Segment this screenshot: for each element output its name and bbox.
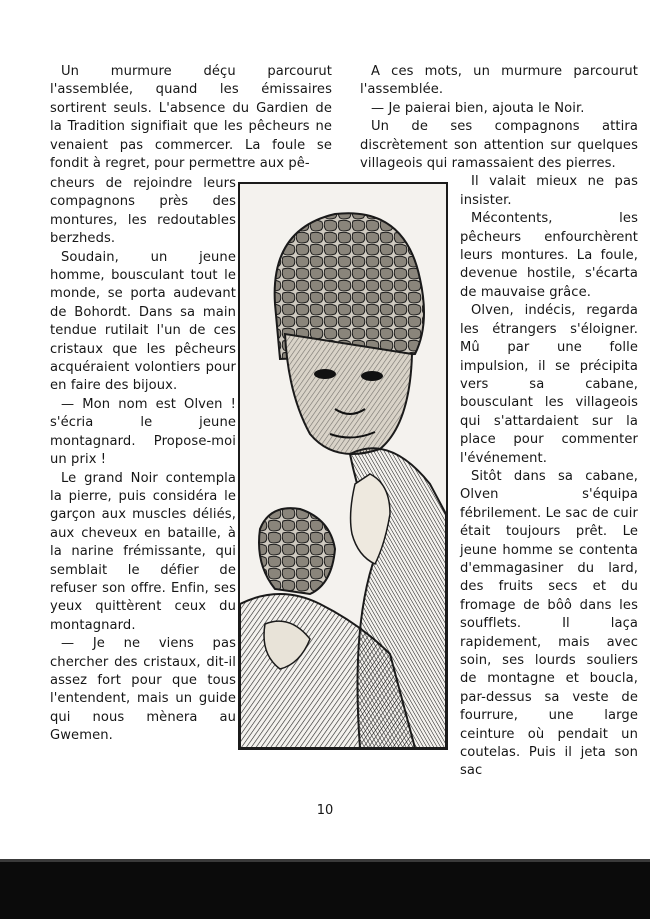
paragraph-sitot: Sitôt dans sa cabane, Olven s'équipa fébrilement. Le sac de cuir était toujours prêt. Le jeune homme se contenta d'emmagasiner du lard, des fruits secs et du fromage de bôô dans les soufflets. Il laça rapidement, mais avec soin, ses lourds souliers de montagne et boucla, par-dessus sa veste de fourrure, une large ceinture où pendait un coutelas. Puis il jeta son sac <box>460 468 638 779</box>
right-text-column <box>360 63 638 779</box>
paragraph-compagnons: Un de ses compagnons attira discrètement son attention sur quelques villageois qui ramassaient des pierres. <box>360 119 638 172</box>
paragraph-murmure: A ces mots, un murmure parcourut l'assemblée. <box>360 64 638 98</box>
scan-edge-line <box>0 859 650 862</box>
illustration-drawing <box>240 184 446 748</box>
page-number: 10 <box>316 803 334 818</box>
paragraph-insister: Il valait mieux ne pas insister. <box>460 174 638 208</box>
pen-ink-illustration <box>238 182 448 750</box>
paragraph-paierai: — Je paierai bien, ajouta le Noir. <box>371 100 585 116</box>
paragraph-soudain: Soudain, un jeune homme, bousculant tout le monde, se porta audevant de Bohordt. Dans sa main tendue rutilait l'un de ces cristaux que les pêcheurs acquéraient volontiers pour en faire des bijoux. <box>50 249 236 394</box>
right-narrow-block <box>460 173 638 780</box>
paragraph-mecontents: Mécontents, les pêcheurs enfourchèrent leurs montures. La foule, devenue hostile, s'écarta de mauvaise grâce. <box>460 211 638 300</box>
right-eye <box>361 371 383 381</box>
paragraph-olven-name: — Mon nom est Olven ! s'écria le jeune montagnard. Propose-moi un prix ! <box>50 396 236 468</box>
paragraph-olven-indecis: Olven, indécis, regarda les étrangers s'éloigner. Mû par une folle impulsion, il se précipita vers sa cabane, bousculant les villageois qui s'attardaient sur la place pour commenter l'événement. <box>460 303 638 466</box>
left-eye <box>314 369 336 379</box>
paragraph-guide: — Je ne viens pas chercher des cristaux, dit-il assez fort pour que tous l'entendent, mais un guide qui nous mènera au Gwemen. <box>50 636 236 744</box>
scan-edge-band <box>0 859 650 919</box>
paragraph-grand-noir: Le grand Noir contempla la pierre, puis considéra le garçon aux muscles déliés, aux cheveux en bataille, à la narine frémissante, qui semblait le défier de refuser son offre. Enfin, ses yeux quittèrent ceux du montagnard. <box>50 470 236 633</box>
paragraph-opening: Un murmure déçu parcourut l'assemblée, quand les émissaires sortirent seuls. L'absence du Gardien de la Tradition signifiait que les pêcheurs ne venaient pas commercer. La foule se fondit à regret, pour permettre aux pê- <box>50 64 332 172</box>
paragraph-berzheds: cheurs de rejoindre leurs compagnons près des montures, les redoutables berzheds. <box>50 176 236 247</box>
